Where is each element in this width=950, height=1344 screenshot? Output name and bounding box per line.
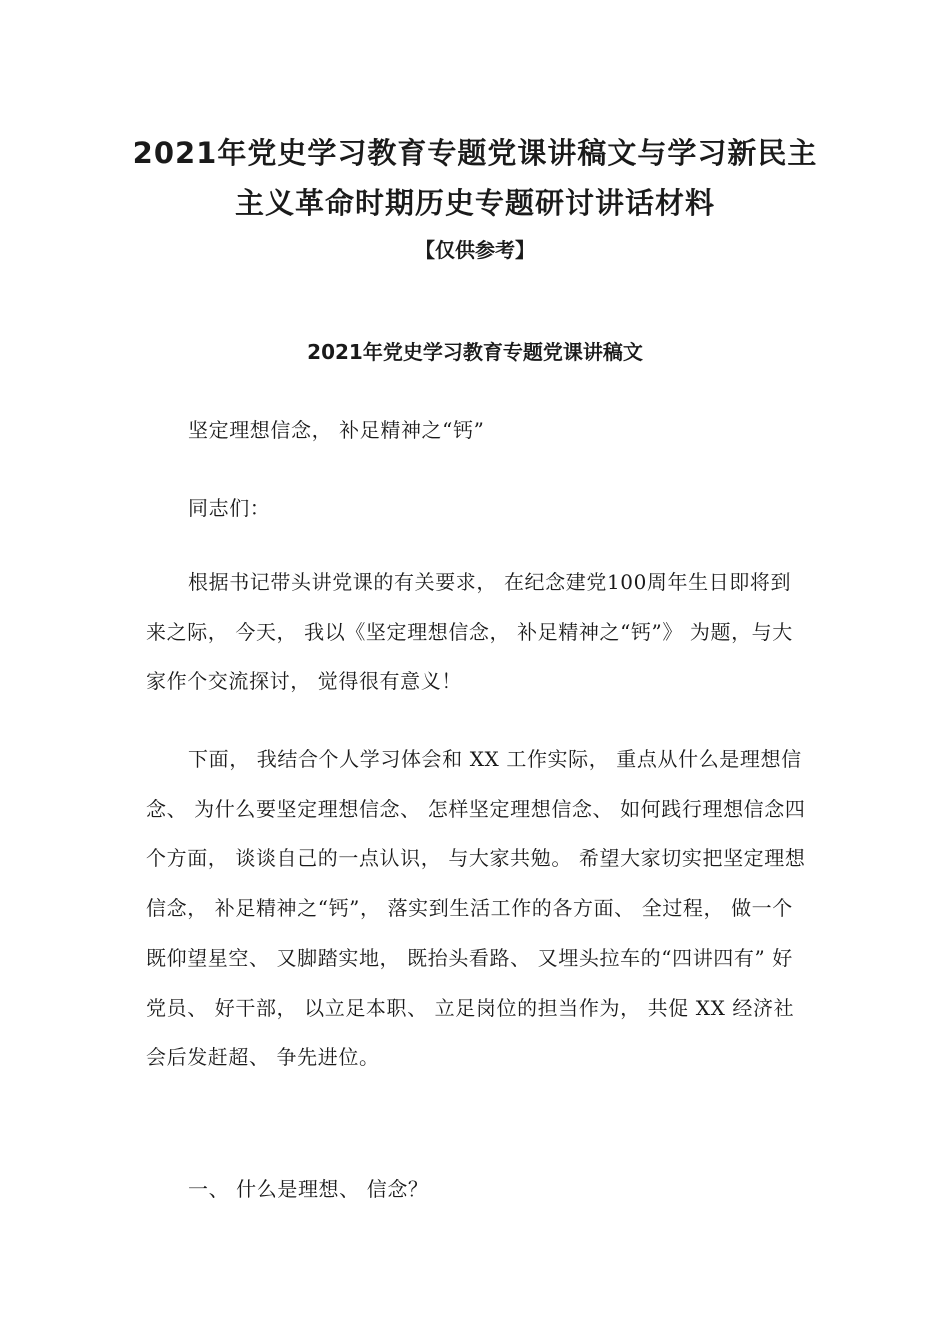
document-title bbox=[100, 128, 850, 228]
document-title-line-2: 主义革命时期历史专题研讨讲话材料 bbox=[234, 186, 715, 220]
heading-one: 一、 什么是理想、 信念？ bbox=[188, 1177, 429, 1201]
intro-paragraph: 根据书记带头讲党课的有关要求， 在纪念建党100周年生日即将到来之际， 今天， 我以《坚定理想信念， 补足精神之“钙”》 为题，与大家作个交流探讨， 觉得很有意义！ bbox=[146, 570, 793, 694]
speech-subtitle: 坚定理想信念， 补足精神之“钙” bbox=[188, 418, 485, 442]
body-paragraph: 下面， 我结合个人学习体会和 XX 工作实际， 重点从什么是理想信念、 为什么要坚定理想信念、 怎样坚定理想信念、 如何践行理想信念四个方面， 谈谈自己的一点认识， 与大家共勉。 希望大家切实把坚定理想信念， 补足精神之“钙”， 落实到生活工作的各方面、 全过程， 做一个既仰望星空、 又脚踏实地， 既抬头看路、 又埋头拉车的“四讲四有” 好党员、 好干部， 以立足本职、 立足岗位的担当作为， 共促 XX 经济社会后发赶超、 争先进位。 bbox=[146, 747, 806, 1070]
section-title: 2021年党史学习教育专题党课讲稿文 bbox=[307, 340, 643, 364]
reference-note: 【仅供参考】 bbox=[415, 238, 535, 262]
document-title-line-1: 2021年党史学习教育专题党课讲稿文与学习新民主 bbox=[132, 136, 818, 170]
greeting-paragraph: 同志们： bbox=[188, 496, 271, 520]
